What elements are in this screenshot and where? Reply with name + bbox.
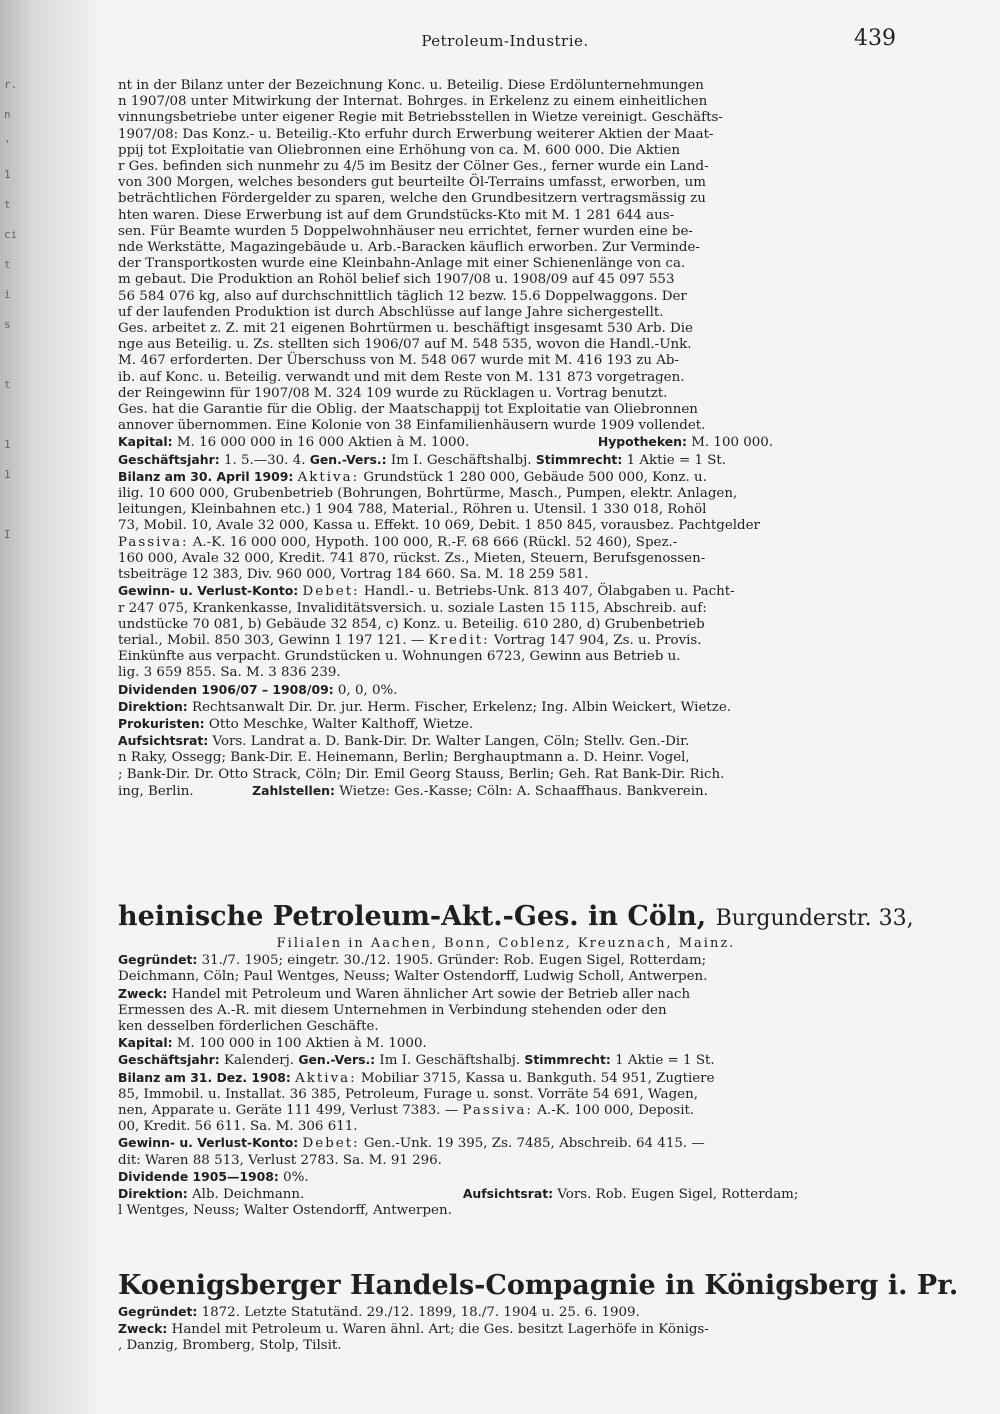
text-line: hten waren. Diese Erwerbung ist auf dem Grundstücks-Kto mit M. 1 281 644 aus- xyxy=(118,207,675,223)
guv-fourth: terial., Mobil. 850 303, Gewinn 1 197 121. xyxy=(118,632,407,648)
text-line: nge aus Beteilig. u. Zs. stellten sich 1906/07 auf M. 548 535, wovon die Handl.-Unk. xyxy=(118,337,692,353)
direktion-text: Rechtsanwalt Dir. Dr. jur. Herm. Fischer, Erkelenz; Ing. Albin Weickert, Wietze. xyxy=(192,699,731,715)
gegruendet-label: Gegründet: xyxy=(118,952,198,968)
zweck-line xyxy=(118,1321,894,1338)
direktion-line xyxy=(118,699,894,716)
aktiva-word: Aktiva: xyxy=(297,469,360,485)
bilanz-line xyxy=(118,1070,894,1087)
kapital-label: Kapital: xyxy=(118,1035,173,1051)
genvers-text: Im I. Geschäftshalbj. xyxy=(379,1053,521,1069)
kredit-word: Kredit: xyxy=(428,632,490,648)
prokuristen-label: Prokuristen: xyxy=(118,715,205,731)
text-line: nt in der Bilanz unter der Bezeichnung Konc. u. Beteilig. Diese Erdölunternehmungen xyxy=(118,78,704,93)
dividenden-line xyxy=(118,682,894,699)
passiva-text: A.-K. 100 000, Deposit. xyxy=(537,1103,695,1119)
passiva-line xyxy=(118,535,894,551)
history-paragraph xyxy=(118,78,894,434)
section-erdoel-continued xyxy=(118,78,894,800)
passiva-line-2: 160 000, Avale 32 000, Kredit. 741 870, rückst. Zs., Mieten, Steuern, Berufsgenossen- xyxy=(118,550,706,566)
zweck-line-3: ken desselben förderlichen Geschäfte. xyxy=(118,1019,379,1035)
stimmrecht-label: Stimmrecht: xyxy=(524,1052,611,1068)
genvers-label: Gen.-Vers.: xyxy=(298,1052,376,1068)
debet-word: Debet: xyxy=(302,584,360,600)
aufsichtsrat-line-2: l Wentges, Neuss; Walter Ostendorff, Antwerpen. xyxy=(118,1203,452,1219)
bilanz-first: Grundstück 1 280 000, Gebäude 500 000, Konz. u. xyxy=(363,469,707,485)
zweck-label: Zweck: xyxy=(118,985,168,1001)
kapital-text: M. 16 000 000 in 16 000 Aktien à M. 1000. xyxy=(176,435,470,451)
guv-line-2: dit: Waren 88 513, Verlust 2783. Sa. M. 91 296. xyxy=(118,1152,442,1168)
text-line: 1907/08: Das Konz.- u. Beteilig.-Kto erfuhr durch Erwerbung weiterer Aktien der Maat- xyxy=(118,126,714,142)
text-line: n 1907/08 unter Mitwirkung der Internat. Bohrges. in Erkelenz zu einem einheitlichen xyxy=(118,94,708,110)
bilanz-line-2: 85, Immobil. u. Installat. 36 385, Petroleum, Furage u. sonst. Vorräte 54 691, Wagen, xyxy=(118,1086,698,1102)
aufsichtsrat-first: Vors. Landrat a. D. Bank-Dir. Dr. Walter Langen, Cöln; Stellv. Gen.-Dir. xyxy=(212,734,690,750)
hypotheken-text: M. 100 000. xyxy=(691,435,774,451)
stimmrecht-label: Stimmrecht: xyxy=(535,451,623,467)
geschaeftsjahr-line xyxy=(118,1052,894,1069)
text-line: der Transportkosten wurde eine Kleinbahn-Anlage mit einer Schienenlänge von ca. xyxy=(118,256,686,272)
aufsichtsrat-line-4: ing, Berlin. xyxy=(118,783,194,799)
guv-line xyxy=(118,583,894,600)
aufsichtsrat-line xyxy=(118,733,894,750)
text-line: ib. auf Konc. u. Beteilig. verwandt und mit dem Reste von M. 131 873 vorgetragen. xyxy=(118,369,685,385)
text-line: vinnungsbetriebe unter eigener Regie mit Betriebsstellen in Wietze vereinigt. Geschäfts- xyxy=(118,110,723,126)
text-line: beträchtlichen Fördergelder zu sparen, welche den Grundbesitzern vertragsmässig zu xyxy=(118,191,706,207)
debet-word: Debet: xyxy=(302,1136,360,1152)
guv-line xyxy=(118,1135,894,1152)
text-line: annover übernommen. Eine Kolonie von 38 Einfamilienhäusern wurde 1909 vollendet. xyxy=(118,418,706,434)
direktion-text: Alb. Deichmann. xyxy=(192,1187,305,1203)
zweck-label: Zweck: xyxy=(118,1321,168,1337)
kapital-line xyxy=(118,434,894,451)
text-line: nde Werkstätte, Magazingebäude u. Arb.-Baracken käuflich erworben. Zur Verminde- xyxy=(118,240,700,256)
aufsichtsrat-line-3: ; Bank-Dir. Dr. Otto Strack, Cöln; Dir. Emil Georg Stauss, Berlin; Geh. Rat Bank-Dir. Rich. xyxy=(118,766,725,782)
zweck-text: Handel mit Petroleum und Waren ähnlicher Art sowie der Betrieb aller nach xyxy=(171,986,691,1002)
company-address: Burgunderstr. 33, xyxy=(715,906,914,931)
text-line: M. 467 erforderten. Der Überschuss von M. 548 067 wurde mit M. 416 193 zu Ab- xyxy=(118,353,680,369)
gegruendet-label: Gegründet: xyxy=(118,1304,198,1319)
kapital-label: Kapital: xyxy=(118,434,173,450)
company-name: heinische Petroleum-Akt.-Ges. in Cöln, xyxy=(118,901,707,932)
dividende-line xyxy=(118,1169,894,1186)
prokuristen-text: Otto Meschke, Walter Kalthoff, Wietze. xyxy=(208,716,474,732)
gj-label: Geschäftsjahr: xyxy=(118,451,220,467)
bilanz-line-3: leitungen, Kleinbahnen etc.) 1 904 788, Material., Röhren u. Utensil. 1 330 018, Rohöl xyxy=(118,502,707,518)
genvers-label: Gen.-Vers.: xyxy=(309,451,387,467)
zahlstellen-text: Wietze: Ges.-Kasse; Cöln: A. Schaaffhaus. Bankverein. xyxy=(339,783,708,799)
zweck-line xyxy=(118,986,894,1003)
text-line: ppij tot Exploitatie van Oliebronnen eine Erhöhung von ca. M. 600 000. Die Aktien xyxy=(118,142,681,158)
direktion-label: Direktion: xyxy=(118,1186,188,1202)
bilanz-line-3: nen, Apparate u. Geräte 111 499, Verlust 7383. — Passiva: A.-K. 100 000, Deposit. xyxy=(118,1103,695,1119)
page-header xyxy=(110,26,900,60)
aktiva-word: Aktiva: xyxy=(295,1070,357,1086)
bilanz-line xyxy=(118,469,894,486)
gegruendet-line xyxy=(118,952,894,969)
passiva-line-2: 00, Kredit. 56 611. Sa. M. 306 611. xyxy=(118,1119,358,1135)
text-line: der Reingewinn für 1907/08 M. 324 109 wurde zu Rücklagen u. Vortrag benutzt. xyxy=(118,385,668,401)
prokuristen-line xyxy=(118,716,894,733)
bilanz-label: Bilanz am 30. April 1909: xyxy=(118,468,294,484)
page-number: 439 xyxy=(854,26,896,51)
company-title-rheinische xyxy=(118,900,914,936)
guv-line-2: r 247 075, Krankenkasse, Invaliditätsversich. u. soziale Lasten 15 115, Abschreib. auf: xyxy=(118,600,707,616)
hypotheken-label: Hypotheken: xyxy=(597,434,687,450)
kapital-text: M. 100 000 in 100 Aktien à M. 1000. xyxy=(176,1036,427,1052)
stimmrecht-text: 1 Aktie = 1 St. xyxy=(615,1053,715,1069)
gruender-line-2: Deichmann, Cöln; Paul Wentges, Neuss; Walter Ostendorff, Ludwig Scholl, Antwerpen. xyxy=(118,969,708,985)
dividende-label: Dividende 1905—1908: xyxy=(118,1168,279,1184)
guv-line-3: undstücke 70 081, b) Gebäude 32 854, c) Konz. u. Beteilig. 610 280, d) Grubenbetrieb xyxy=(118,616,705,632)
text-line: sen. Für Beamte wurden 5 Doppelwohnhäuser neu errichtet, ferner wurden eine be- xyxy=(118,223,693,239)
binding-gutter xyxy=(0,0,96,1414)
kredit-first: Vortrag 147 904, Zs. u. Provis. xyxy=(493,632,702,648)
gj-text: Kalenderj. xyxy=(223,1053,295,1069)
section-rheinische-petroleum xyxy=(118,900,914,1219)
gegruendet-text: 31./7. 1905; eingetr. 30./12. 1905. Gründer: Rob. Eugen Sigel, Rotterdam; xyxy=(201,953,707,969)
text-line: m gebaut. Die Produktion an Rohöl belief sich 1907/08 u. 1908/09 auf 45 097 553 xyxy=(118,272,675,288)
gutter-text-fragments: r. n ' 1 t ci t i s t 1 1 I xyxy=(4,78,18,541)
guv-label: Gewinn- u. Verlust-Konto: xyxy=(118,1135,299,1151)
dividenden-text: 0, 0, 0%. xyxy=(337,682,398,698)
gegruendet-text: 1872. Letzte Statutänd. 29./12. 1899, 18./7. 1904 u. 25. 6. 1909. xyxy=(201,1305,640,1320)
text-line: von 300 Morgen, welches besonders gut beurteilte Öl-Terrains umfasst, erworben, um xyxy=(118,175,706,191)
guv-text: Gen.-Unk. 19 395, Zs. 7485, Abschreib. 64 415. — xyxy=(363,1136,705,1152)
running-head: Petroleum-Industrie. xyxy=(421,32,589,50)
text-line: Ges. hat die Garantie für die Oblig. der Maatschappij tot Exploitatie van Oliebronnen xyxy=(118,402,698,418)
kredit-line-2: Einkünfte aus verpacht. Grundstücken u. Wohnungen 6723, Gewinn aus Betrieb u. xyxy=(118,649,681,665)
zweck-text: Handel mit Petroleum u. Waren ähnl. Art; die Ges. besitzt Lagerhöfe in Königs- xyxy=(171,1322,709,1338)
guv-first: Handl.- u. Betriebs-Unk. 813 407, Ölabgaben u. Pacht- xyxy=(363,584,735,600)
text-line: Ges. arbeitet z. Z. mit 21 eigenen Bohrtürmen u. beschäftigt insgesamt 530 Arb. Die xyxy=(118,321,693,337)
zweck-line-2: Ermessen des A.-R. mit diesem Unternehmen in Verbindung stehenden oder den xyxy=(118,1002,667,1018)
passiva-word: Passiva: xyxy=(118,534,189,550)
text-line: 56 584 076 kg, also auf durchschnittlich täglich 12 bezw. 15.6 Doppelwaggons. Der xyxy=(118,288,687,304)
passiva-first: A.-K. 16 000 000, Hypoth. 100 000, R.-F. 68 666 (Rückl. 52 460), Spez.- xyxy=(192,534,678,550)
aufsichtsrat-label: Aufsichtsrat: xyxy=(118,733,209,749)
geschaeftsjahr-line xyxy=(118,452,894,469)
zahlstellen-line xyxy=(118,783,894,800)
text-line: uf der laufenden Produktion ist durch Abschlüsse auf lange Jahre sichergestellt. xyxy=(118,304,664,320)
section-koenigsberger xyxy=(118,1268,959,1355)
aufsichtsrat-line-2: n Raky, Ossegg; Bank-Dir. E. Heinemann, Berlin; Berghauptmann a. D. Heinr. Vogel, xyxy=(118,750,690,766)
gj-text: 1. 5.—30. 4. xyxy=(223,452,306,468)
aufsichtsrat-label: Aufsichtsrat: xyxy=(462,1186,554,1202)
bilanz-text: Mobiliar 3715, Kassa u. Bankguth. 54 951, Zugtiere xyxy=(360,1070,715,1086)
direktion-label: Direktion: xyxy=(118,698,188,714)
zweck-line-2: , Danzig, Bromberg, Stolp, Tilsit. xyxy=(118,1338,342,1354)
zahlstellen-label: Zahlstellen: xyxy=(252,782,335,798)
bilanz-label: Bilanz am 31. Dez. 1908: xyxy=(118,1069,291,1085)
aufsichtsrat-text: Vors. Rob. Eugen Sigel, Rotterdam; xyxy=(557,1187,799,1203)
dividende-text: 0%. xyxy=(283,1169,309,1185)
gj-label: Geschäftsjahr: xyxy=(118,1052,220,1068)
direktion-line xyxy=(118,1186,894,1203)
guv-label: Gewinn- u. Verlust-Konto: xyxy=(118,583,299,599)
bilanz-line-4: 73, Mobil. 10, Avale 32 000, Kassa u. Effekt. 10 069, Debit. 1 850 845, vorausbez. Pachtgelder xyxy=(118,518,760,534)
genvers-text: Im I. Geschäftshalbj. xyxy=(390,452,532,468)
text-line: r Ges. befinden sich nunmehr zu 4/5 im Besitz der Cölner Ges., ferner wurde ein Land- xyxy=(118,159,709,175)
company-title-koenigsberger: Koenigsberger Handels-Compagnie in Königsberg i. Pr. xyxy=(118,1270,959,1301)
kapital-line xyxy=(118,1035,894,1052)
filialen-line: Filialen in Aachen, Bonn, Coblenz, Kreuznach, Mainz. xyxy=(276,936,736,951)
gegruendet-line xyxy=(118,1304,894,1321)
bilanz-third: nen, Apparate u. Geräte 111 499, Verlust 7383. xyxy=(118,1103,441,1119)
dividenden-label: Dividenden 1906/07 – 1908/09: xyxy=(118,681,334,697)
kredit-line-3: lig. 3 659 855. Sa. M. 3 836 239. xyxy=(118,665,341,681)
bilanz-line-2: ilig. 10 600 000, Grubenbetrieb (Bohrungen, Bohrtürme, Masch., Pumpen, elektr. Anlagen, xyxy=(118,486,738,502)
passiva-line-3: tsbeiträge 12 383, Div. 960 000, Vortrag 184 660. Sa. M. 18 259 581. xyxy=(118,567,589,583)
stimmrecht-text: 1 Aktie = 1 St. xyxy=(626,452,727,468)
guv-line-4: terial., Mobil. 850 303, Gewinn 1 197 121. — Kredit: Vortrag 147 904, Zs. u. Provis. xyxy=(118,632,702,648)
passiva-word: Passiva: xyxy=(462,1103,533,1119)
